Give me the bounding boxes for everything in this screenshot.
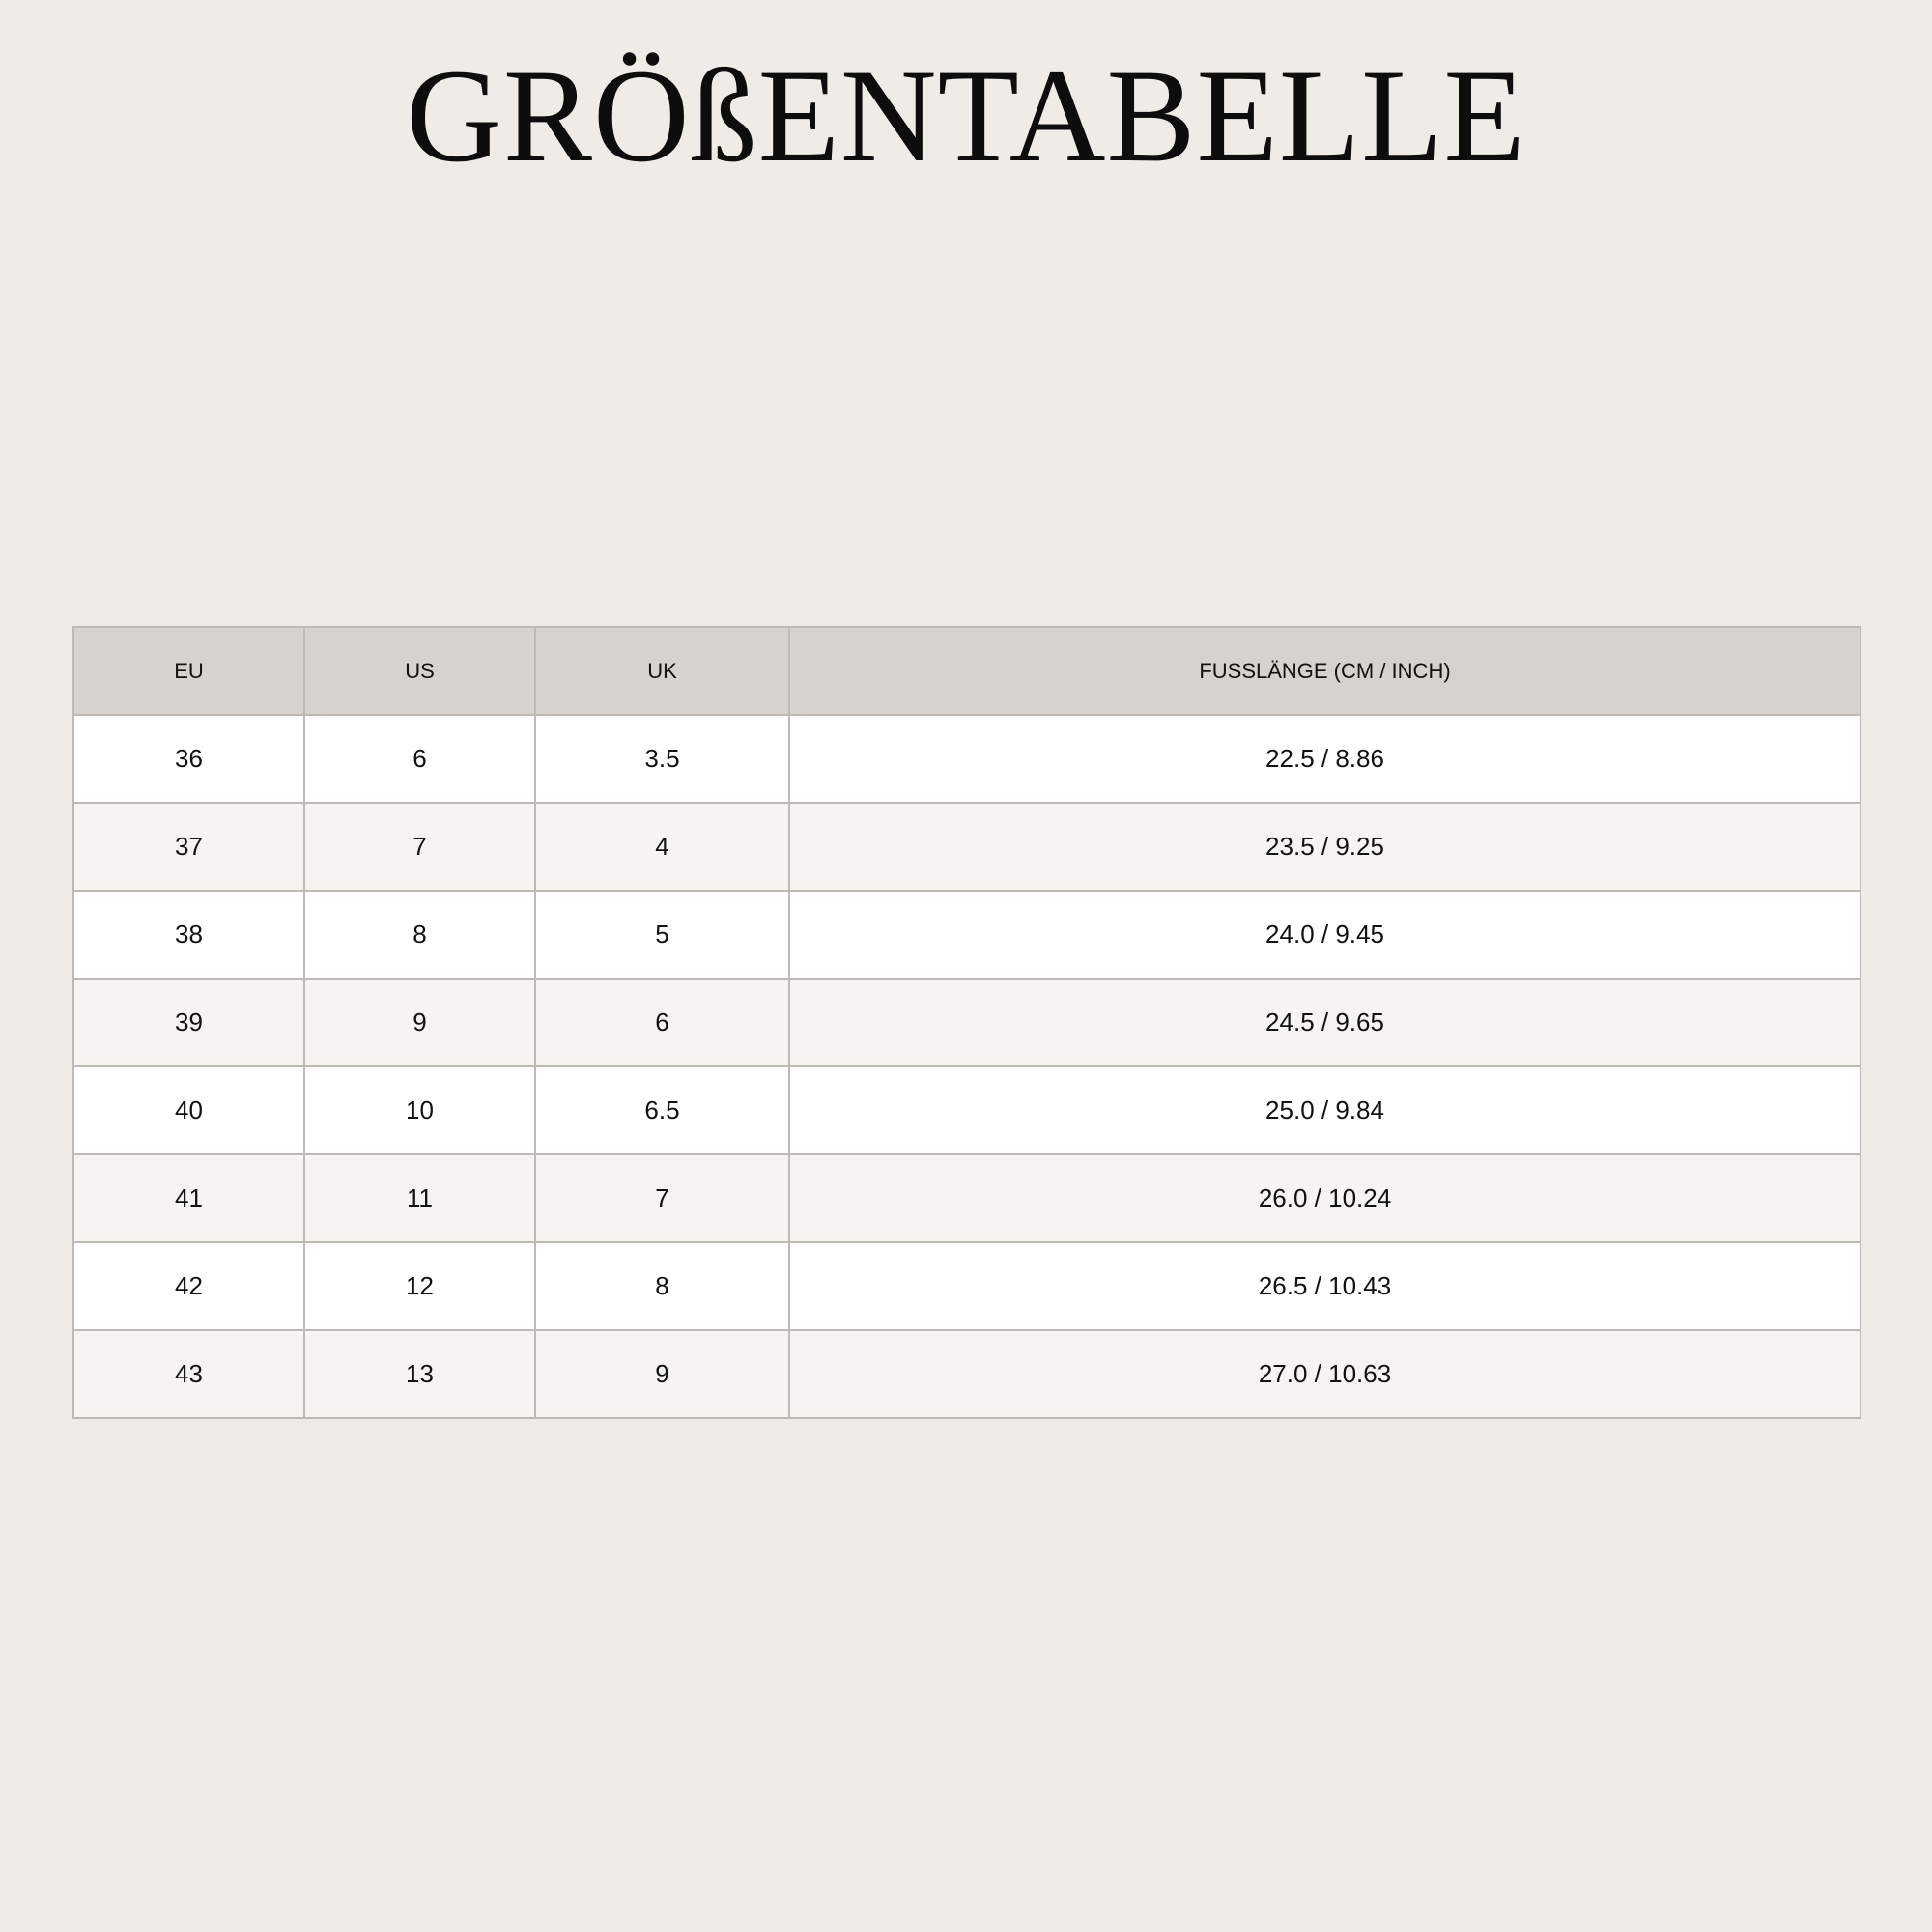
cell-eu: 39 [73,979,304,1066]
table-row [73,803,1861,891]
header-eu: EU [73,627,304,715]
cell-eu: 42 [73,1242,304,1330]
cell-foot-length: 23.5 / 9.25 [789,803,1861,891]
cell-foot-length: 22.5 / 8.86 [789,715,1861,803]
cell-uk: 9 [535,1330,789,1418]
cell-uk: 8 [535,1242,789,1330]
cell-us: 11 [304,1154,535,1242]
table-header-row [73,627,1861,715]
cell-eu: 40 [73,1066,304,1154]
header-us: US [304,627,535,715]
header-uk: UK [535,627,789,715]
cell-eu: 38 [73,891,304,979]
cell-eu: 41 [73,1154,304,1242]
cell-uk: 6.5 [535,1066,789,1154]
cell-uk: 5 [535,891,789,979]
cell-us: 13 [304,1330,535,1418]
cell-foot-length: 25.0 / 9.84 [789,1066,1861,1154]
cell-us: 10 [304,1066,535,1154]
table-row [73,1330,1861,1418]
cell-eu: 37 [73,803,304,891]
cell-us: 12 [304,1242,535,1330]
cell-foot-length: 24.0 / 9.45 [789,891,1861,979]
size-chart-table [72,626,1861,1419]
cell-uk: 7 [535,1154,789,1242]
cell-eu: 36 [73,715,304,803]
table-row [73,1154,1861,1242]
cell-us: 6 [304,715,535,803]
header-foot-length: FUSSLÄNGE (CM / INCH) [789,627,1861,715]
table-row [73,1242,1861,1330]
cell-uk: 6 [535,979,789,1066]
cell-us: 9 [304,979,535,1066]
table-row [73,891,1861,979]
page-title: GRÖßENTABELLE [406,42,1526,189]
cell-us: 8 [304,891,535,979]
cell-us: 7 [304,803,535,891]
cell-foot-length: 24.5 / 9.65 [789,979,1861,1066]
cell-uk: 4 [535,803,789,891]
cell-foot-length: 26.0 / 10.24 [789,1154,1861,1242]
cell-uk: 3.5 [535,715,789,803]
cell-foot-length: 26.5 / 10.43 [789,1242,1861,1330]
cell-eu: 43 [73,1330,304,1418]
table-row [73,979,1861,1066]
table-row [73,715,1861,803]
cell-foot-length: 27.0 / 10.63 [789,1330,1861,1418]
table-row [73,1066,1861,1154]
